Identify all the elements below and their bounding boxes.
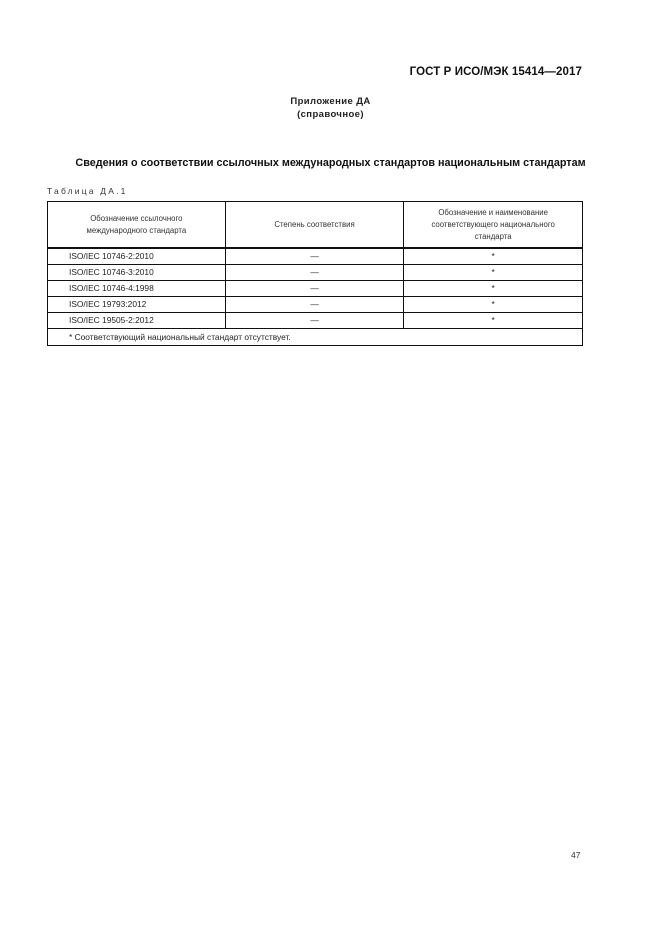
table-row <box>48 313 583 329</box>
correspondence-table <box>47 201 583 346</box>
annex-heading <box>0 95 661 121</box>
cell-international-standard: ISO/IEC 10746-4:1998 <box>48 281 226 297</box>
cell-international-standard: ISO/IEC 19793:2012 <box>48 297 226 313</box>
table-row <box>48 248 583 265</box>
page-number: 47 <box>571 850 581 860</box>
section-title: Сведения о соответствии ссылочных международных стандартов национальным стандартам <box>75 157 586 169</box>
cell-international-standard: ISO/IEC 10746-3:2010 <box>48 265 226 281</box>
cell-national-standard: * <box>404 297 583 313</box>
cell-degree: — <box>225 297 404 313</box>
annex-subtitle: (справочное) <box>297 109 364 120</box>
cell-national-standard: * <box>404 248 583 265</box>
table-footnote: * Соответствующий национальный стандарт отсутствует. <box>48 329 583 346</box>
annex-title: Приложение ДА <box>290 96 371 107</box>
table-row <box>48 297 583 313</box>
table-header-row <box>48 202 583 249</box>
cell-degree: — <box>225 281 404 297</box>
table-row <box>48 265 583 281</box>
cell-degree: — <box>225 265 404 281</box>
column-header-international-standard: Обозначение ссылочного международного стандарта <box>48 202 226 249</box>
column-header-national-standard: Обозначение и наименование соответствующего национального стандарта <box>404 202 583 249</box>
table-row <box>48 281 583 297</box>
cell-national-standard: * <box>404 265 583 281</box>
cell-national-standard: * <box>404 313 583 329</box>
cell-international-standard: ISO/IEC 19505-2:2012 <box>48 313 226 329</box>
table-caption: Таблица ДА.1 <box>47 186 128 196</box>
table-footnote-row <box>48 329 583 346</box>
cell-degree: — <box>225 313 404 329</box>
column-header-degree-of-correspondence: Степень соответствия <box>225 202 404 249</box>
cell-national-standard: * <box>404 281 583 297</box>
standard-number: ГОСТ Р ИСО/МЭК 15414—2017 <box>409 66 582 78</box>
cell-international-standard: ISO/IEC 10746-2:2010 <box>48 248 226 265</box>
cell-degree: — <box>225 248 404 265</box>
